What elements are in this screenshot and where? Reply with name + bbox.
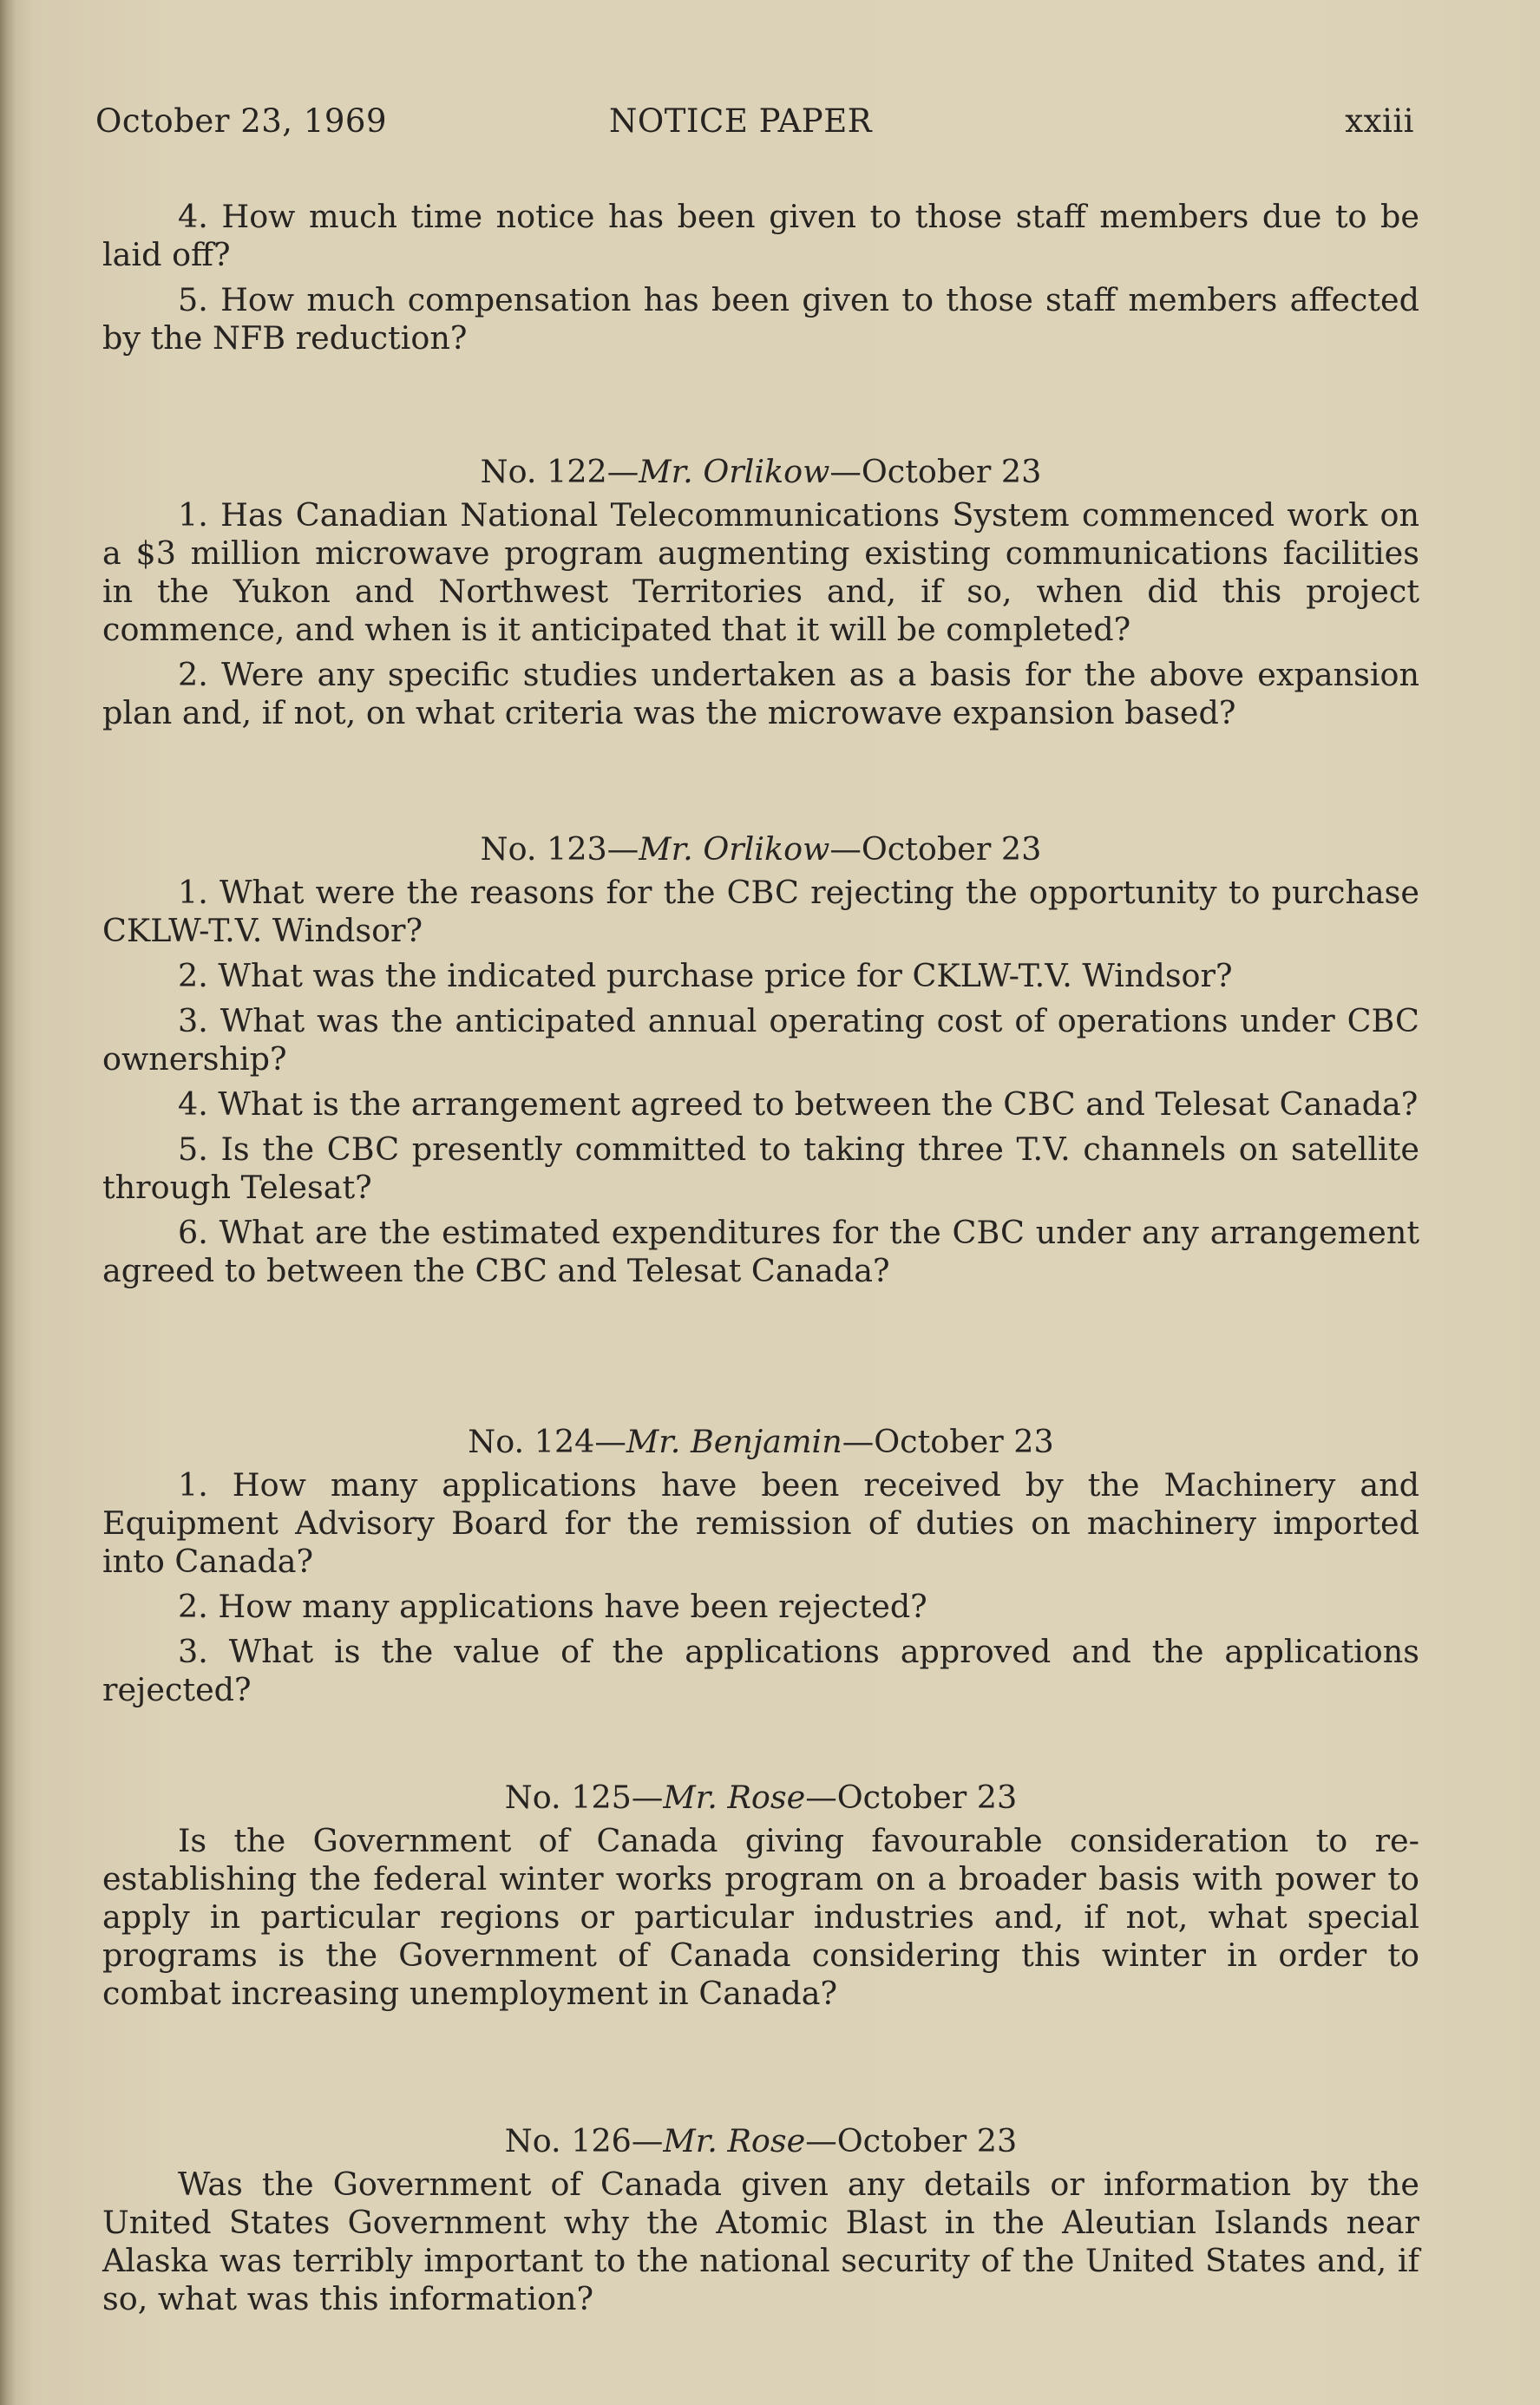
question-number: No. 122 [480,453,607,490]
question-member: Mr. Orlikow [639,453,830,490]
paragraph: Is the Government of Canada giving favourable consideration to re-establishing the federal winter works program on a broader basis with power to apply in particular regions or particular industries and, if not, what special programs is the Government of Canada considering this winter in order to combat increasing unemployment in Canada? [102,1822,1419,2012]
question-122 [102,453,1419,739]
intro-section [102,198,1419,364]
header-title: NOTICE PAPER [609,102,873,140]
question-date: October 23 [861,830,1042,868]
paragraph: 3. What is the value of the applications approved and the applications rejected? [102,1633,1419,1708]
paragraph: 6. What are the estimated expenditures for the CBC under any arrangement agreed to between the CBC and Telesat Canada? [102,1214,1419,1289]
paragraph: 2. How many applications have been rejected? [178,1588,927,1625]
paragraph: 4. How much time notice has been given to those staff members due to be laid off? [102,198,1419,273]
question-heading: No. 126—Mr. Rose—October 23 [504,2122,1018,2159]
question-member: Mr. Rose [663,1779,806,1816]
question-heading: No. 124—Mr. Benjamin—October 23 [468,1423,1054,1460]
question-126 [102,2122,1419,2325]
question-125 [102,1779,1419,2020]
question-date: October 23 [861,453,1042,490]
paragraph: 1. How many applications have been received by the Machinery and Equipment Advisory Board for the remission of duties on machinery imported into Canada? [102,1466,1419,1580]
question-124 [102,1423,1419,1716]
paragraph: 4. What is the arrangement agreed to between the CBC and Telesat Canada? [178,1085,1419,1123]
paragraph: 1. Has Canadian National Telecommunications System commenced work on a $3 million microwave program augmenting existing communications facilities in the Yukon and Northwest Territories and, if so, when did this project commence, and when is it anticipated that it will be completed? [102,496,1419,648]
question-date: October 23 [836,2122,1018,2159]
question-date: October 23 [874,1423,1054,1460]
question-heading: No. 125—Mr. Rose—October 23 [504,1779,1018,1816]
paragraph: Was the Government of Canada given any details or information by the United States Government why the Atomic Blast in the Aleutian Islands near Alaska was terribly important to the national security of the United States and, if so, what was this information? [102,2166,1419,2317]
question-number: No. 126 [504,2122,632,2159]
paragraph: 3. What was the anticipated annual operating cost of operations under CBC ownership? [102,1002,1419,1078]
question-date: October 23 [836,1779,1018,1816]
paragraph: 2. What was the indicated purchase price for CKLW-T.V. Windsor? [178,957,1233,994]
question-number: No. 123 [480,830,607,868]
question-heading: No. 122—Mr. Orlikow—October 23 [480,453,1042,490]
paragraph: 5. Is the CBC presently committed to taking three T.V. channels on satellite through Telesat? [102,1130,1419,1206]
question-member: Mr. Orlikow [639,830,830,868]
question-number: No. 125 [504,1779,632,1816]
question-123 [102,830,1419,1297]
paragraph: 1. What were the reasons for the CBC rejecting the opportunity to purchase CKLW-T.V. Windsor? [102,874,1419,949]
question-member: Mr. Benjamin [626,1423,842,1460]
page-header [95,102,1414,146]
header-date: October 23, 1969 [95,102,387,140]
page-binding-edge [0,0,16,2405]
header-page-number: xxiii [1345,102,1414,140]
paragraph: 2. Were any specific studies undertaken as a basis for the above expansion plan and, if not, on what criteria was the microwave expansion based? [102,656,1419,731]
question-number: No. 124 [468,1423,595,1460]
paragraph: 5. How much compensation has been given to those staff members affected by the NFB reduction? [102,281,1419,357]
question-member: Mr. Rose [663,2122,806,2159]
question-heading: No. 123—Mr. Orlikow—October 23 [480,830,1042,868]
